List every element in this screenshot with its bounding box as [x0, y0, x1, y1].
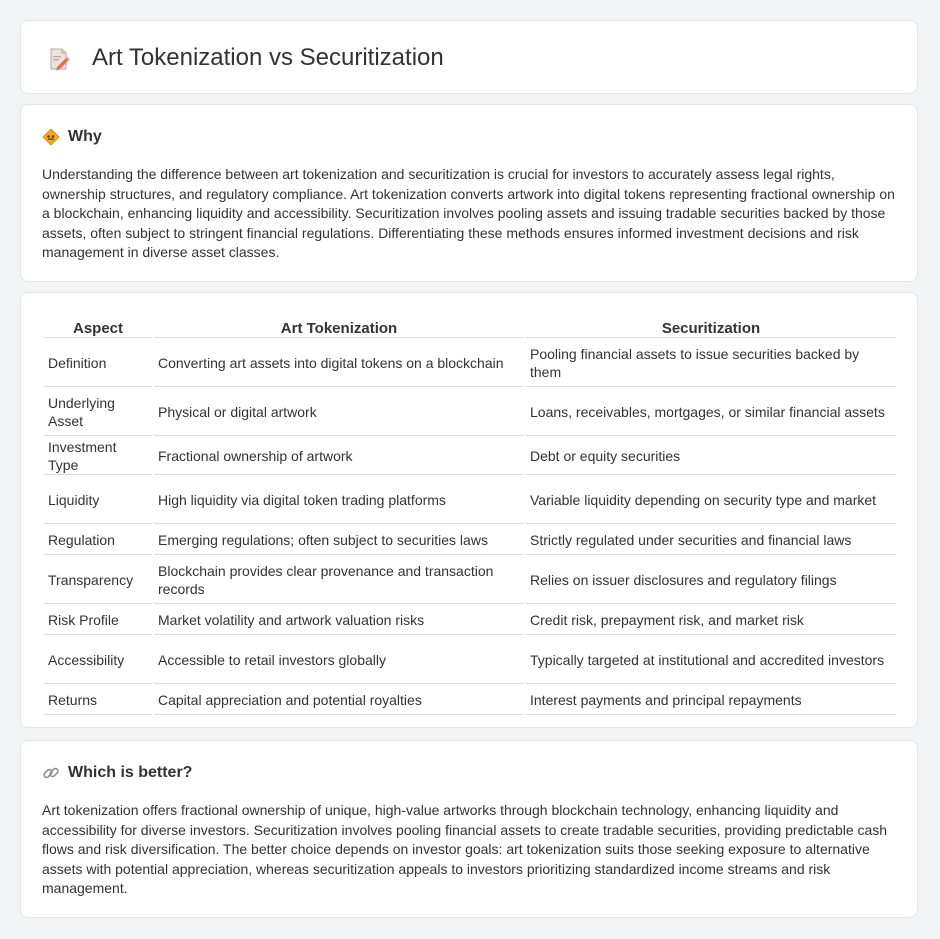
table-row [44, 637, 896, 684]
cell-aspect: Definition [44, 340, 152, 387]
cell-tokenization: Blockchain provides clear provenance and transaction records [154, 557, 524, 604]
why-section [20, 104, 918, 282]
document-pencil-icon [47, 47, 71, 71]
table-row [44, 340, 896, 387]
why-header [42, 127, 102, 147]
cell-tokenization: Converting art assets into digital tokens on a blockchain [154, 340, 524, 387]
cell-securitization: Relies on issuer disclosures and regulatory filings [526, 557, 896, 604]
cell-aspect: Risk Profile [44, 606, 152, 635]
table-row [44, 557, 896, 604]
cell-tokenization: Physical or digital artwork [154, 389, 524, 436]
cell-aspect: Transparency [44, 557, 152, 604]
warning-sign-icon [42, 128, 60, 146]
page-title: Art Tokenization vs Securitization [92, 44, 444, 71]
cell-aspect: Liquidity [44, 477, 152, 524]
why-text: Understanding the difference between art tokenization and securitization is crucial for investors to accurately assess legal rights, ownership structures, and regulatory compliance. Art tokenization converts artwork into digital tokens representing fractional ownership on a blockchain, enhancing liquidity and accessibility. Securitization involves pooling assets and issuing tradable securities backed by those assets, often subject to stringent financial regulations. Differentiating these methods ensures informed investment decisions and risk management in diverse asset classes. [42, 166, 895, 261]
title-card [20, 20, 918, 94]
table-row [44, 606, 896, 635]
table-row [44, 389, 896, 436]
cell-securitization: Debt or equity securities [526, 438, 896, 475]
cell-tokenization: Accessible to retail investors globally [154, 637, 524, 684]
header-art-tokenization: Art Tokenization [154, 317, 524, 338]
cell-securitization: Loans, receivables, mortgages, or similar financial assets [526, 389, 896, 436]
cell-securitization: Pooling financial assets to issue securities backed by them [526, 340, 896, 387]
table-row [44, 438, 896, 475]
cell-tokenization: Emerging regulations; often subject to securities laws [154, 526, 524, 555]
table-header-row [44, 317, 896, 338]
cell-securitization: Strictly regulated under securities and financial laws [526, 526, 896, 555]
cell-securitization: Variable liquidity depending on security type and market [526, 477, 896, 524]
better-text: Art tokenization offers fractional ownership of unique, high-value artworks through blockchain technology, enhancing liquidity and accessibility for diverse investors. Securitization involves pooling financial assets to create tradable securities, providing predictable cash flows and risk diversification. The better choice depends on investor goals: art tokenization suits those seeking exposure to alternative assets with potential appreciation, whereas securitization appeals to investors prioritizing standardized income streams and risk management. [42, 802, 888, 897]
cell-aspect: Underlying Asset [44, 389, 152, 436]
why-heading: Why [68, 128, 102, 145]
cell-aspect: Investment Type [44, 438, 152, 475]
cell-aspect: Returns [44, 686, 152, 715]
comparison-section [20, 292, 918, 728]
cell-aspect: Accessibility [44, 637, 152, 684]
cell-tokenization: Fractional ownership of artwork [154, 438, 524, 475]
cell-securitization: Credit risk, prepayment risk, and market risk [526, 606, 896, 635]
cell-tokenization: Capital appreciation and potential royalties [154, 686, 524, 715]
link-icon [42, 764, 60, 782]
table-row [44, 526, 896, 555]
header-securitization: Securitization [526, 317, 896, 338]
better-header [42, 763, 192, 783]
cell-aspect: Regulation [44, 526, 152, 555]
which-is-better-section [20, 740, 918, 918]
table-row [44, 477, 896, 524]
cell-tokenization: Market volatility and artwork valuation risks [154, 606, 524, 635]
cell-securitization: Typically targeted at institutional and accredited investors [526, 637, 896, 684]
cell-securitization: Interest payments and principal repayments [526, 686, 896, 715]
header-aspect: Aspect [44, 317, 152, 338]
better-heading: Which is better? [68, 764, 193, 781]
table-row [44, 686, 896, 715]
comparison-table [42, 315, 898, 717]
cell-tokenization: High liquidity via digital token trading platforms [154, 477, 524, 524]
